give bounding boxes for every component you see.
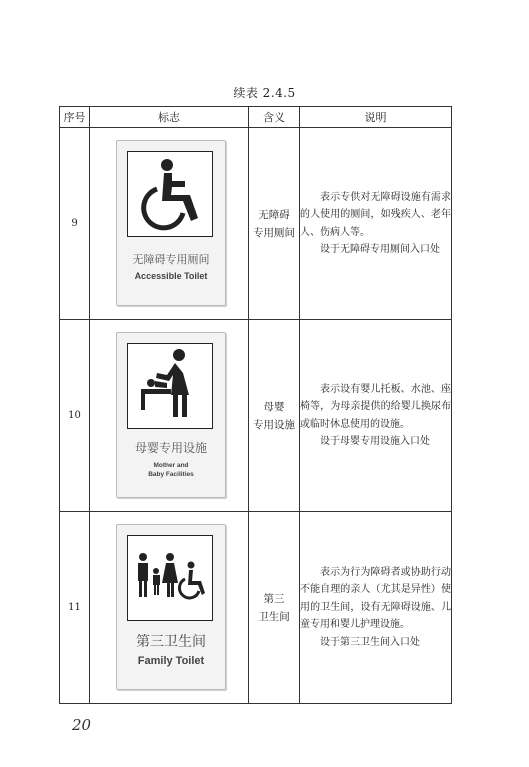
mother-baby-sign	[116, 332, 226, 498]
description-cell	[300, 512, 452, 704]
baby-changing-icon	[127, 343, 213, 429]
table-row	[60, 128, 452, 320]
description-cell	[300, 320, 452, 512]
meaning-line: 母婴	[263, 400, 285, 413]
wheelchair-icon	[127, 151, 213, 237]
row-number: 9	[60, 128, 90, 320]
description-text: 表示专供对无障碍设施有需求的人使用的厕间，如残疾人、老年人、伤病人等。	[300, 191, 451, 238]
table-row	[60, 512, 452, 704]
header-num: 序号	[60, 107, 90, 128]
description-location: 设于母婴专用设施入口处	[320, 436, 430, 447]
meaning-cell	[249, 512, 300, 704]
table-header-row	[60, 107, 452, 128]
row-number: 10	[60, 320, 90, 512]
family-toilet-sign	[116, 524, 226, 690]
accessible-toilet-sign	[116, 140, 226, 306]
page-number: 20	[72, 716, 92, 734]
description-location: 设于第三卫生间入口处	[320, 636, 420, 648]
meaning-line: 专用设施	[253, 418, 295, 431]
family-toilet-icon	[127, 535, 213, 621]
sign-chinese-label: 第三卫生间	[136, 634, 206, 650]
meaning-cell	[249, 320, 300, 512]
meaning-line: 专用厕间	[253, 226, 295, 239]
sign-english-label: Accessible Toilet	[134, 271, 208, 281]
meaning-line: 卫生间	[258, 610, 290, 623]
description-text: 表示为行为障碍者或协助行动不能自理的亲人（尤其是异性）使用的卫生间，设有无障碍设施、儿童专用和婴儿护理设施。	[300, 566, 451, 631]
sign-cell	[90, 128, 249, 320]
meaning-line: 第三	[263, 592, 285, 605]
sign-english-label-line: Mother and	[153, 462, 189, 469]
description-location: 设于无障碍专用厕间入口处	[320, 244, 440, 255]
description-cell	[300, 128, 452, 320]
sign-table	[59, 106, 452, 704]
table-caption: 续表 2.4.5	[233, 86, 296, 100]
description-text: 表示设有婴儿托板、水池、座椅等，为母亲提供的给婴儿换尿布或临时休息使用的设施。	[300, 383, 451, 430]
meaning-cell	[249, 128, 300, 320]
sign-cell	[90, 320, 249, 512]
sign-chinese-label: 无障碍专用厕间	[132, 253, 210, 266]
header-desc: 说明	[300, 107, 452, 128]
meaning-line: 无障碍	[258, 208, 290, 221]
sign-chinese-label: 母婴专用设施	[134, 441, 207, 455]
sign-english-label-line: Baby Facilities	[148, 471, 194, 478]
row-number: 11	[60, 512, 90, 704]
table-row	[60, 320, 452, 512]
sign-english-label: Family Toilet	[137, 655, 205, 667]
header-meaning: 含义	[249, 107, 300, 128]
sign-cell	[90, 512, 249, 704]
header-sign: 标志	[90, 107, 249, 128]
